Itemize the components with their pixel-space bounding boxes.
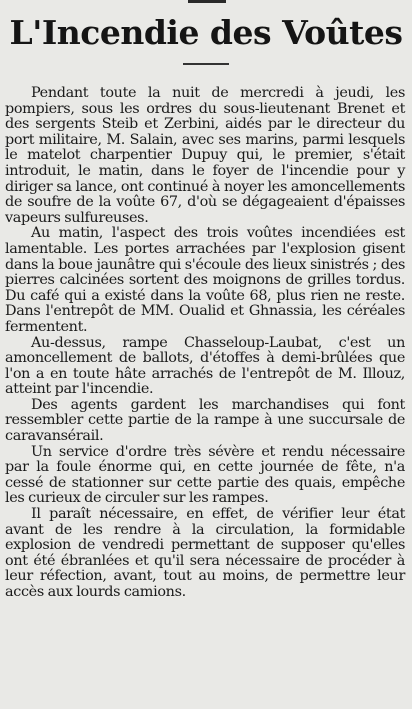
headline-rule [183, 63, 229, 65]
paragraph-5: Un service d'ordre très sévère et rendu nécessaire par la foule énorme qui, en cette journée de fête, n'a cessé de stationner sur cette partie des quais, empêche les curieux de circuler sur les rampes. [5, 443, 405, 507]
paragraph-1: Pendant toute la nuit de mercredi à jeudi, les pompiers, sous les ordres du sous-lieutenant Brenet et des sergents Steib et Zerbini, aidés par le directeur du port militaire, M. Salain, avec ses marins, parmi lesquels le matelot charpentier Dupuy qui, le premier, s'était introduit, le matin, dans le foyer de l'incendie pour y diriger sa lance, ont continué à noyer les amoncellements de soufre de la voûte 67, d'où se dégageaient d'épaisses vapeurs sulfureuses. [5, 85, 405, 226]
paragraph-2: Au matin, l'aspect des trois voûtes incendiées est lamentable. Les portes arrachées par l'explosion gisent dans la boue jaunâtre qui s'écoule des lieux sinistrés ; des pierres calcinées sortent des moignons de grilles tordus. Du café qui a existé dans la voûte 68, plus rien ne reste. Dans l'entrepôt de MM. Oualid et Ghnassia, les céréales fermentent. [5, 225, 405, 335]
paragraph-6: Il paraît nécessaire, en effet, de vérifier leur état avant de les rendre à la circulation, la formidable explosion de vendredi permettant de supposer qu'elles ont été ébranlées et qu'il sera nécessaire de procéder à leur réfection, avant, tout au moins, de permettre leur accès aux lourds camions. [5, 506, 405, 600]
article-body [5, 86, 405, 601]
paragraph-3: Au-dessus, rampe Chasseloup-Laubat, c'est un amoncellement de ballots, d'étoffes à demi-brûlées que l'on a en toute hâte arrachés de l'entrepôt de M. Illouz, atteint par l'incendie. [5, 334, 405, 398]
article-headline: L'Incendie des Voûtes [9, 13, 403, 52]
paragraph-4: Des agents gardent les marchandises qui font ressembler cette partie de la rampe à une succursale de caravansérail. [5, 396, 405, 445]
top-divider [188, 0, 226, 3]
